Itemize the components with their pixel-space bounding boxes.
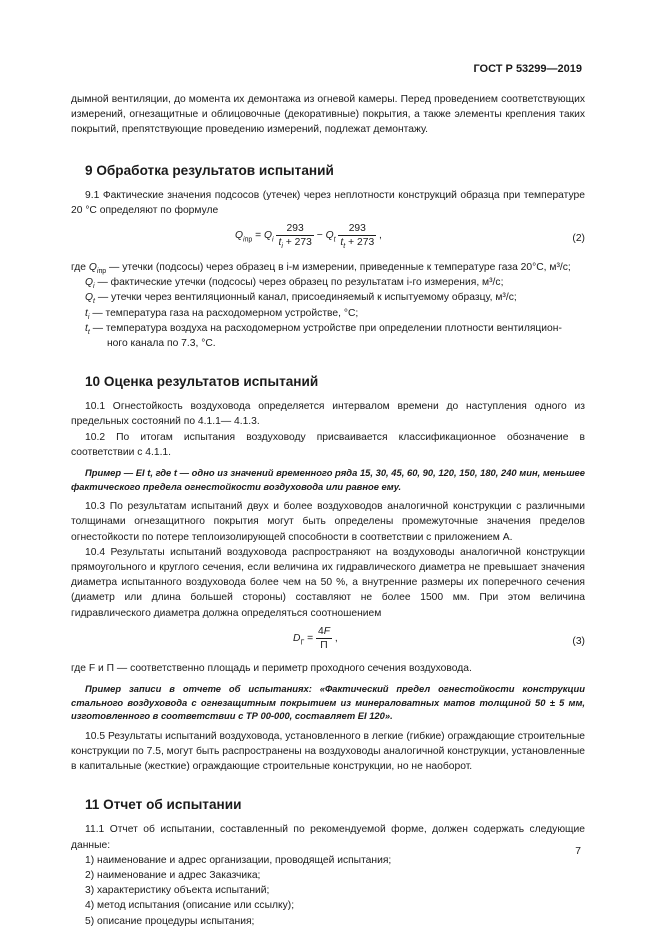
page-content: [71, 92, 585, 929]
paragraph-10-1: 10.1 Огнестойкость воздуховода определяется интервалом времени до наступления одного из предельных состояний по 4.1.1— 4.1.3.: [71, 401, 585, 428]
formula-3-expression: $D_Г$ = 4F П ,: [293, 625, 338, 651]
paragraph-10-3: 10.3 По результатам испытаний двух и более воздуховодов аналогичной конструкции с различными толщинами огнезащитного покрытия могут быть определены промежуточные значения пределов огнестойкости по потере теплоизолирующей способности в соответствии с приложением А.: [71, 501, 585, 543]
formula-2-expression: $Q_{iпр} = Q_i$ $\frac{293}{t_i + 273}$ − $Q_t$ $\frac{293}{t_t + 273}$ ,: [235, 223, 382, 251]
formula-3-number: (3): [572, 635, 585, 647]
intro-paragraph: дымной вентиляции, до момента их демонтажа из огневой камеры. Перед проведением соответствующих измерений, огнезащитные и облицовочные (декоративные) покрытия, а также элементы крепления таких покрытий, препятствующие проведению измерений, подлежат демонтажу.: [71, 94, 585, 136]
list-item: 2) наименование и адрес Заказчика;: [85, 870, 261, 882]
page-number: 7: [575, 846, 581, 857]
section-11-title: 11 Отчет об испытании: [85, 797, 242, 813]
definition-t-t: $t_t$ — температура воздуха на расходомерном устройстве при определении плотности вентиляцион-: [85, 322, 562, 336]
definition-q-t: $Q_t$ — утечки через вентиляционный канал, присоединяемый к испытуемому образцу, м³/с;: [85, 292, 517, 306]
formula-2-definitions: [71, 260, 585, 351]
formula-3: [71, 621, 585, 661]
list-item: 3) характеристику объекта испытаний;: [85, 885, 270, 897]
report-contents-list: [71, 853, 585, 929]
list-item: 4) метод испытания (описание или ссылку);: [85, 900, 295, 912]
paragraph-9-1: 9.1 Фактические значения подсосов (утечек) через неплотности конструкций образца при температуре 20 °С определяют по формуле: [71, 189, 585, 216]
paragraph-10-4: 10.4 Результаты испытаний воздуховода распространяют на воздуховоды аналогичной конструкции прямоугольного и круглого сечения, если величина их гидравлического диаметра не превышает значения диаметра испытанного воздуховода более чем на 50 %, а внутренние размеры их поперечного сечения (диаметр или длина большей стороны) составляют не более 1500 мм. При этом величина гидравлического диаметра должна определяться соотношением: [71, 546, 585, 619]
definition-t-i: $t_i$ — температура газа на расходомерном устройстве, °С;: [85, 307, 359, 321]
example-2: Пример записи в отчете об испытаниях: «Фактический предел огнестойкости конструкции стального воздуховода с огнезащитным покрытием из минераловатных матов толщиной 50 ± 5 мм, изготовленного в соответствии с ТР 00-000, составляет EI 120».: [71, 683, 585, 722]
section-9-title: 9 Обработка результатов испытаний: [85, 162, 334, 178]
definition-q-ipr: где $Q_{iпр}$ — утечки (подсосы) через образец в i-м измерении, приведенные к температуре газа 20°С, м³/с;: [71, 262, 571, 276]
formula-2-number: (2): [572, 233, 585, 245]
document-standard-number: ГОСТ Р 53299—2019: [473, 63, 582, 75]
definition-q-i: $Q_i$ — фактические утечки (подсосы) через образец по результатам i-го измерения, м³/с;: [85, 277, 504, 291]
formula-2: [71, 218, 585, 260]
paragraph-11-1: 11.1 Отчет об испытании, составленный по рекомендуемой форме, должен содержать следующие данные:: [71, 824, 585, 851]
example-1: Пример — EI t, где t — одно из значений временного ряда 15, 30, 45, 60, 90, 120, 150, 180, 240 мин, меньшее фактического предела огнестойкости воздуховода или равное ему.: [71, 467, 585, 492]
formula-3-definitions: где F и П — соответственно площадь и периметр проходного сечения воздуховода.: [71, 662, 472, 674]
list-item: 1) наименование и адрес организации, проводящей испытания;: [85, 854, 392, 866]
paragraph-10-2: 10.2 По итогам испытания воздуховоду присваивается классификационное обозначение в соответствии с 4.1.1.: [71, 431, 585, 458]
section-10-title: 10 Оценка результатов испытаний: [85, 374, 319, 390]
paragraph-10-5: 10.5 Результаты испытаний воздуховода, установленного в легкие (гибкие) ограждающие строительные конструкции по 7.5, могут быть распространены на воздуховоды аналогичной конструкции, установленные в капитальные (жесткие) ограждающие строительные конструкции, но не наоборот.: [71, 730, 585, 773]
list-item: 5) описание процедуры испытания;: [85, 915, 255, 927]
definition-t-t-continued: ного канала по 7.3, °С.: [107, 338, 216, 350]
